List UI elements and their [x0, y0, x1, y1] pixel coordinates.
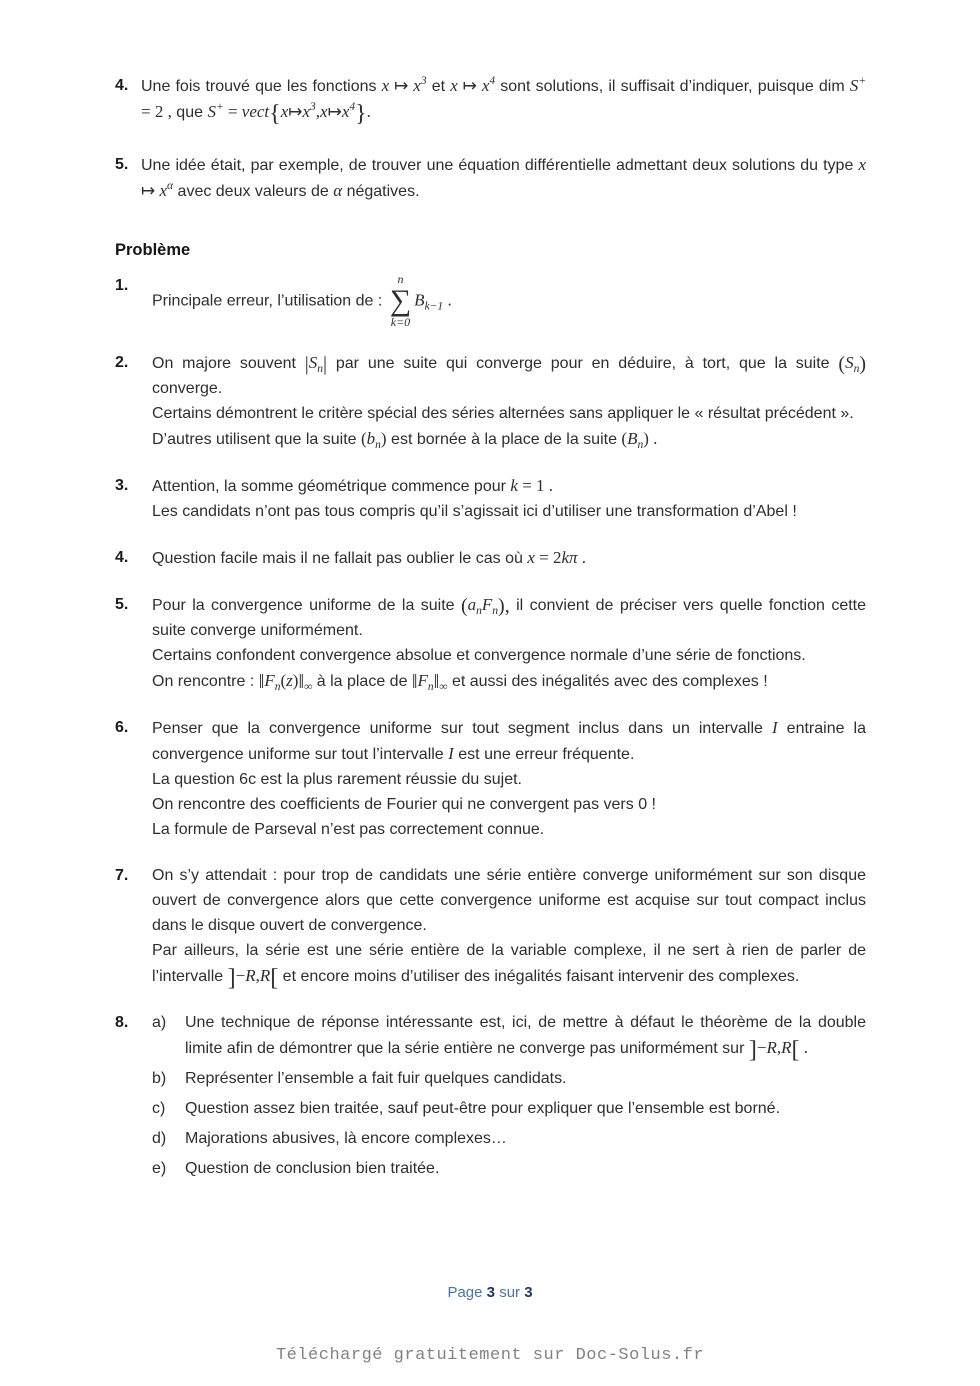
sub-item-text: Majorations abusives, là encore complexes… [185, 1130, 507, 1148]
paragraph: Certains confondent convergence absolue et convergence normale d’une série de fonctions. [152, 647, 806, 665]
sub-item-b [152, 1066, 866, 1091]
item-text [152, 863, 866, 992]
list-item-7 [115, 863, 866, 992]
item-text [152, 473, 866, 524]
sub-item-label: d) [152, 1130, 167, 1148]
sub-item-text: Représenter l’ensemble a fait fuir quelques candidats. [185, 1070, 567, 1088]
paragraph: Les candidats n’ont pas tous compris qu’il s’agissait ici d’utiliser une transformation d’Abel ! [152, 503, 797, 521]
sub-item-label: e) [152, 1160, 167, 1178]
paragraph: Principale erreur, l’utilisation de : n ∑ k=0 $B_{k-1}$ . [152, 272, 452, 330]
sub-item-c [152, 1096, 866, 1121]
item-text: Une fois trouvé que les fonctions x ↦ $x^3$ et x ↦ $x^4$ sont solutions, il suffisait d’indiquer, puisque dim S+ = 2 , que $S^+ = vect\{x↦x^3,x↦x^4\}$. [141, 75, 867, 127]
list-item-4 [115, 545, 866, 571]
sub-item-a [152, 1010, 866, 1064]
item-number: 5. [115, 156, 129, 173]
item-number: 4. [115, 549, 129, 567]
list-item-5 [115, 592, 866, 694]
item-number: 7. [115, 867, 129, 885]
section-heading-probleme: Problème [115, 241, 191, 259]
item-text [152, 1010, 866, 1181]
item-text [152, 715, 866, 842]
item-number: 2. [115, 354, 129, 372]
paragraph: La question 6c est la plus rarement réussie du sujet. [152, 771, 522, 789]
item-number: 5. [115, 596, 129, 614]
list-item-3 [115, 473, 866, 524]
page-number: 3 [486, 1284, 496, 1301]
list-item-1 [115, 273, 866, 329]
paragraph: On rencontre des coefficients de Fourier qui ne convergent pas vers 0 ! [152, 796, 656, 814]
paragraph: Certains démontrent le critère spécial des séries alternées sans appliquer le « résultat précédent ». [152, 405, 854, 423]
paragraph: Attention, la somme géométrique commence pour k = 1 . [152, 476, 554, 496]
sub-item-label: b) [152, 1070, 167, 1088]
sur-word: sur [499, 1284, 521, 1301]
total-pages: 3 [524, 1284, 533, 1301]
paragraph: Pour la convergence uniforme de la suite $(a_nF_n)$, il convient de préciser vers quelle fonction cette suite converge uniformément. [152, 595, 867, 640]
list-item-2 [115, 350, 866, 452]
list-item-intro-4 [115, 73, 866, 125]
page-number-footer [0, 1284, 980, 1301]
sub-item-text: Une technique de réponse intéressante est, ici, de mettre à défaut le théorème de la double limite afin de démontrer que la série entière ne converge pas uniformément sur ]−R,R[ . [185, 1014, 866, 1064]
item-number: 8. [115, 1014, 129, 1032]
paragraph: Penser que la convergence uniforme sur tout segment inclus dans un intervalle I entraine la convergence uniforme sur tout l’intervalle I est une erreur fréquente. [152, 718, 867, 764]
sub-item-label: c) [152, 1100, 166, 1118]
sub-item-e [152, 1156, 866, 1181]
list-item-intro-5 [115, 152, 866, 204]
item-text [152, 545, 866, 571]
list-item-6 [115, 715, 866, 842]
sub-item-d [152, 1126, 866, 1151]
item-text [152, 273, 866, 329]
item-text [152, 592, 866, 694]
paragraph: On s’y attendait : pour trop de candidats une série entière converge uniformément sur son disque ouvert de convergence alors que cette convergence uniforme est acquise sur tout compact inclus dans le disque ouvert de convergence. [152, 867, 866, 935]
paragraph: On rencontre : $‖F_n(z)‖_\infty$ à la place de $‖F_n‖_\infty$ et aussi des inégalités avec des complexes ! [152, 671, 768, 694]
item-number: 3. [115, 477, 129, 495]
item-number: 4. [115, 77, 129, 94]
sub-item-text: Question assez bien traitée, sauf peut-être pour expliquer que l’ensemble est borné. [185, 1100, 781, 1118]
item-text [152, 350, 866, 452]
download-notice: Téléchargé gratuitement sur Doc-Solus.fr [275, 1346, 705, 1365]
paragraph: On majore souvent $|S_n|$ par une suite qui converge pour en déduire, à tort, que la suite $(S_n)$ converge. [152, 353, 866, 398]
item-text: Une idée était, par exemple, de trouver une équation différentielle admettant deux solutions du type x ↦ $x^\alpha$ avec deux valeurs de α négatives. [141, 155, 866, 200]
sub-item-label: a) [152, 1014, 167, 1032]
paragraph: Par ailleurs, la série est une série entière de la variable complexe, il ne sert à rien de parler de l’intervalle ]−R,R[ et encore moins d’utiliser des inégalités faisant intervenir des complexes. [152, 942, 866, 992]
item-number: 6. [115, 719, 129, 737]
list-item-8 [115, 1010, 866, 1181]
page-content [115, 73, 866, 1181]
page-word: Page [447, 1284, 483, 1301]
paragraph: D’autres utilisent que la suite $(b_n)$ est bornée à la place de la suite $(B_n)$ . [152, 429, 658, 452]
paragraph: La formule de Parseval n’est pas correctement connue. [152, 821, 545, 839]
paragraph: Question facile mais il ne fallait pas oublier le cas où x = 2kπ . [152, 548, 587, 568]
sub-item-text: Question de conclusion bien traitée. [185, 1160, 440, 1178]
item-number: 1. [115, 277, 129, 294]
